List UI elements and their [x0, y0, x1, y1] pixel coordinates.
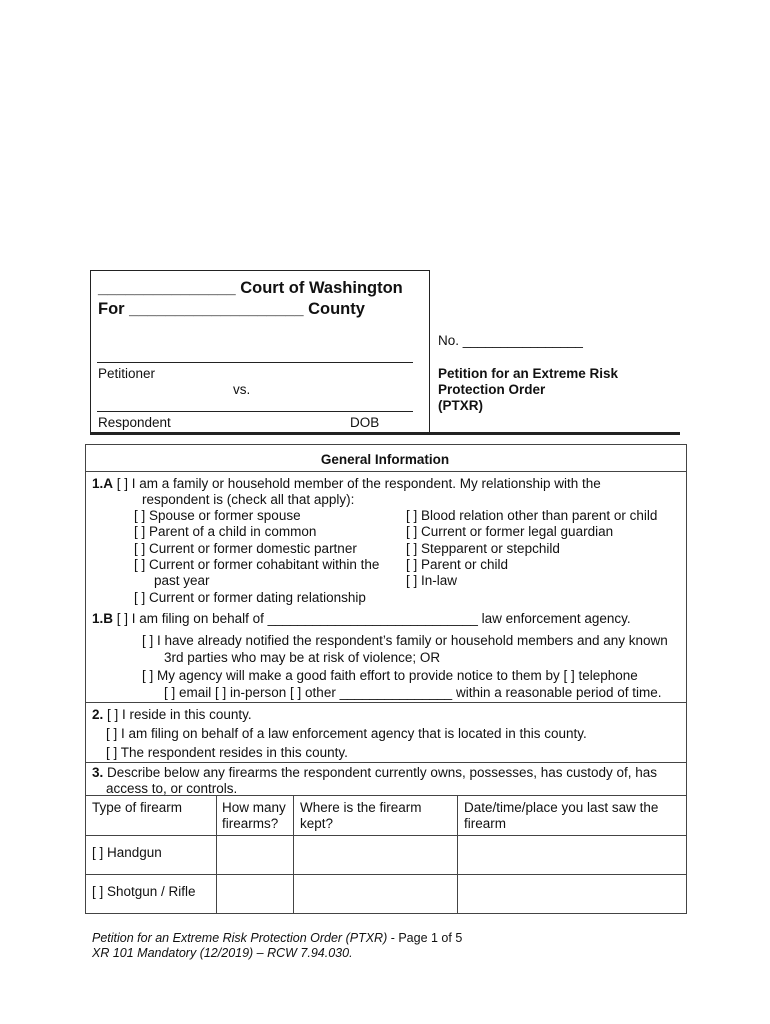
- table-header-where-2: kept?: [300, 816, 334, 831]
- county-option[interactable]: [ ] The respondent resides in this county.: [106, 745, 348, 760]
- section-1a-number: 1.A: [92, 476, 114, 491]
- notice-option-1-cont: 3rd parties who may be at risk of violence; OR: [164, 650, 441, 665]
- relationship-option[interactable]: [ ] Current or former legal guardian: [406, 524, 614, 539]
- petitioner-label: Petitioner: [98, 366, 156, 381]
- form-title-2: Protection Order: [438, 382, 546, 397]
- footer-line-1: [92, 931, 462, 945]
- section-1b: [92, 611, 631, 626]
- relationship-option[interactable]: [ ] Blood relation other than parent or child: [406, 508, 658, 523]
- county-line: For ___________________ County: [98, 300, 365, 318]
- notice-option-2-cont[interactable]: [ ] email [ ] in-person [ ] other _______________ within a reasonable period of time.: [164, 685, 662, 700]
- footer-form-title: Petition for an Extreme Risk Protection Order (PTXR): [92, 931, 388, 945]
- relationship-option[interactable]: [ ] Current or former cohabitant within the: [134, 557, 380, 572]
- section-2-number: 2.: [92, 707, 104, 722]
- firearm-row-handgun[interactable]: [ ] Handgun: [92, 845, 162, 860]
- case-number: No. ________________: [438, 333, 583, 348]
- relationship-option[interactable]: [ ] Current or former domestic partner: [134, 541, 357, 556]
- table-header-howmany-2: firearms?: [222, 816, 279, 831]
- table-col-2: [293, 795, 294, 914]
- section3-divider: [85, 762, 687, 763]
- section-3: [92, 765, 657, 780]
- vs-label: vs.: [233, 382, 251, 397]
- relationship-option[interactable]: [ ] Parent of a child in common: [134, 524, 317, 539]
- heading-divider: [85, 471, 687, 472]
- section-2: [92, 707, 252, 722]
- section-1a-checkbox-text: [ ] I am a family or household member of the respondent. My relationship with the: [116, 476, 601, 491]
- table-header-date-1: Date/time/place you last saw the: [464, 800, 659, 815]
- table-header-type: Type of firearm: [92, 800, 183, 815]
- notice-option-1[interactable]: [ ] I have already notified the respondent’s family or household members and any known: [142, 633, 668, 648]
- table-row-line: [85, 874, 687, 875]
- general-info-heading: General Information: [320, 452, 450, 467]
- relationship-option[interactable]: [ ] Spouse or former spouse: [134, 508, 301, 523]
- relationship-option[interactable]: [ ] Stepparent or stepchild: [406, 541, 560, 556]
- county-option[interactable]: [ ] I reside in this county.: [107, 707, 252, 722]
- firearm-row-shotgun-rifle[interactable]: [ ] Shotgun / Rifle: [92, 884, 196, 899]
- table-header-date-2: firearm: [464, 816, 507, 831]
- section-1b-number: 1.B: [92, 611, 114, 626]
- footer-line-2: XR 101 Mandatory (12/2019) – RCW 7.94.030.: [92, 946, 353, 960]
- section-3-number: 3.: [92, 765, 104, 780]
- petitioner-line: [97, 362, 413, 363]
- section-1a: [92, 476, 601, 491]
- form-title-1: Petition for an Extreme Risk: [438, 366, 619, 381]
- relationship-option[interactable]: [ ] In-law: [406, 573, 458, 588]
- respondent-label: Respondent: [98, 415, 171, 430]
- relationship-option[interactable]: [ ] Current or former dating relationship: [134, 590, 366, 605]
- county-option[interactable]: [ ] I am filing on behalf of a law enforcement agency that is located in this county.: [106, 726, 587, 741]
- section-1a-text2: respondent is (check all that apply):: [142, 492, 355, 507]
- relationship-option-cont: past year: [154, 573, 210, 588]
- relationship-option[interactable]: [ ] Parent or child: [406, 557, 509, 572]
- section-1b-text[interactable]: [ ] I am filing on behalf of ____________________________ law enforcement agency.: [116, 611, 631, 626]
- dob-label: DOB: [350, 415, 380, 430]
- table-header-line: [85, 835, 687, 836]
- notice-option-2[interactable]: [ ] My agency will make a good faith effort to provide notice to them by [ ] telephone: [142, 668, 638, 683]
- court-line: _______________ Court of Washington: [98, 279, 403, 297]
- section-3-text: Describe below any firearms the respondent currently owns, possesses, has custody of, has: [107, 765, 658, 780]
- respondent-line: [97, 411, 413, 412]
- form-title-3: (PTXR): [438, 398, 483, 413]
- table-header-howmany-1: How many: [222, 800, 286, 815]
- table-col-1: [216, 795, 217, 914]
- footer-page-number: - Page 1 of 5: [387, 931, 463, 945]
- section-3-text2: access to, or controls.: [106, 781, 238, 796]
- caption-divider: [90, 432, 680, 435]
- table-header-where-1: Where is the firearm: [300, 800, 422, 815]
- section2-divider: [85, 702, 687, 703]
- table-col-3: [457, 795, 458, 914]
